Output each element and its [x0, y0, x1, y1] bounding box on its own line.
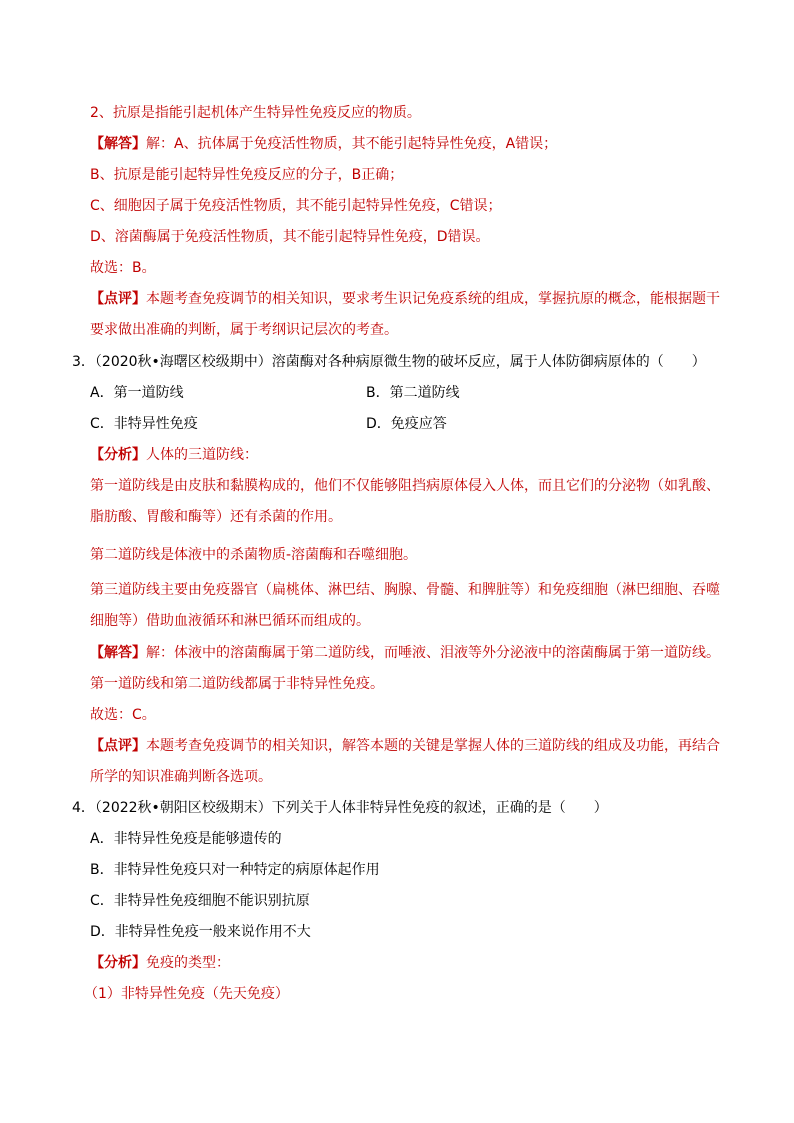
q4-analysis	[90, 953, 230, 973]
q3-option-a: A．第一道防线	[90, 385, 184, 401]
q2-answer-a	[90, 134, 557, 154]
answer-text: 解：体液中的溶菌酶属于第二道防线，而唾液、泪液等外分泌液中的溶菌酶属于第一道防线。	[146, 645, 720, 661]
q3-analysis-1b: 脂肪酸、胃酸和酶等）还有杀菌的作用。	[90, 509, 342, 525]
q3-comment	[90, 736, 720, 756]
answer-tag: 【解答】	[90, 136, 146, 152]
q4-analysis-1: （1）非特异性免疫（先天免疫）	[84, 986, 289, 1002]
q2-answer-b: B、抗原是能引起特异性免疫反应的分子，B正确；	[90, 167, 404, 183]
q3-analysis	[90, 445, 258, 465]
q4-option-a: A．非特异性免疫是能够遗传的	[90, 831, 282, 847]
q2-comment	[90, 289, 720, 309]
q2-choice: 故选：B。	[90, 260, 156, 276]
q2-comment-cont: 要求做出准确的判断，属于考纲识记层次的考查。	[90, 322, 398, 338]
q2-answer-c: C、细胞因子属于免疫活性物质，其不能引起特异性免疫，C错误；	[90, 198, 502, 214]
analysis-head: 人体的三道防线：	[146, 447, 258, 463]
comment-text: 本题考查免疫调节的相关知识，解答本题的关键是掌握人体的三道防线的组成及功能，再结合	[146, 738, 720, 754]
q2-answer-d: D、溶菌酶属于免疫活性物质，其不能引起特异性免疫，D错误。	[90, 229, 490, 245]
q3-option-c: C．非特异性免疫	[90, 416, 198, 432]
q3-comment-cont: 所学的知识准确判断各选项。	[90, 769, 272, 785]
q3-choice: 故选：C。	[90, 707, 156, 723]
q3-analysis-3a: 第三道防线主要由免疫器官（扁桃体、淋巴结、胸腺、骨髓、和脾脏等）和免疫细胞（淋巴细胞、吞噬	[90, 582, 720, 598]
q3-analysis-2: 第二道防线是体液中的杀菌物质-溶菌酶和吞噬细胞。	[90, 547, 418, 563]
answer-text: 解：A、抗体属于免疫活性物质，其不能引起特异性免疫，A错误；	[146, 136, 558, 152]
q3-answer-2: 第一道防线和第二道防线都属于非特异性免疫。	[90, 676, 384, 692]
comment-text: 本题考查免疫调节的相关知识，要求考生识记免疫系统的组成，掌握抗原的概念，能根据题干	[146, 291, 720, 307]
q2-note-2: 2、抗原是指能引起机体产生特异性免疫反应的物质。	[90, 105, 421, 121]
q4-option-b: B．非特异性免疫只对一种特定的病原体起作用	[90, 862, 380, 878]
q3-option-b: B．第二道防线	[366, 385, 460, 401]
q4-option-d: D．非特异性免疫一般来说作用不大	[90, 924, 311, 940]
q3-option-d: D．免疫应答	[366, 416, 447, 432]
answer-tag: 【解答】	[90, 645, 146, 661]
analysis-tag: 【分析】	[90, 447, 146, 463]
analysis-tag: 【分析】	[90, 955, 146, 971]
q4-option-c: C．非特异性免疫细胞不能识别抗原	[90, 893, 310, 909]
comment-tag: 【点评】	[90, 738, 146, 754]
q3-analysis-3b: 细胞等）借助血液循环和淋巴循环而组成的。	[90, 613, 370, 629]
q3-answer	[90, 643, 720, 663]
analysis-head: 免疫的类型：	[146, 955, 230, 971]
q3-stem: 3．（2020秋•海曙区校级期中）溶菌酶对各种病原微生物的破坏反应，属于人体防御病原体的（ ）	[72, 354, 706, 370]
q3-analysis-1a: 第一道防线是由皮肤和黏膜构成的，他们不仅能够阻挡病原体侵入人体，而且它们的分泌物（如乳酸、	[90, 478, 720, 494]
q4-stem: 4．（2022秋•朝阳区校级期末）下列关于人体非特异性免疫的叙述，正确的是（ ）	[72, 800, 608, 816]
comment-tag: 【点评】	[90, 291, 146, 307]
